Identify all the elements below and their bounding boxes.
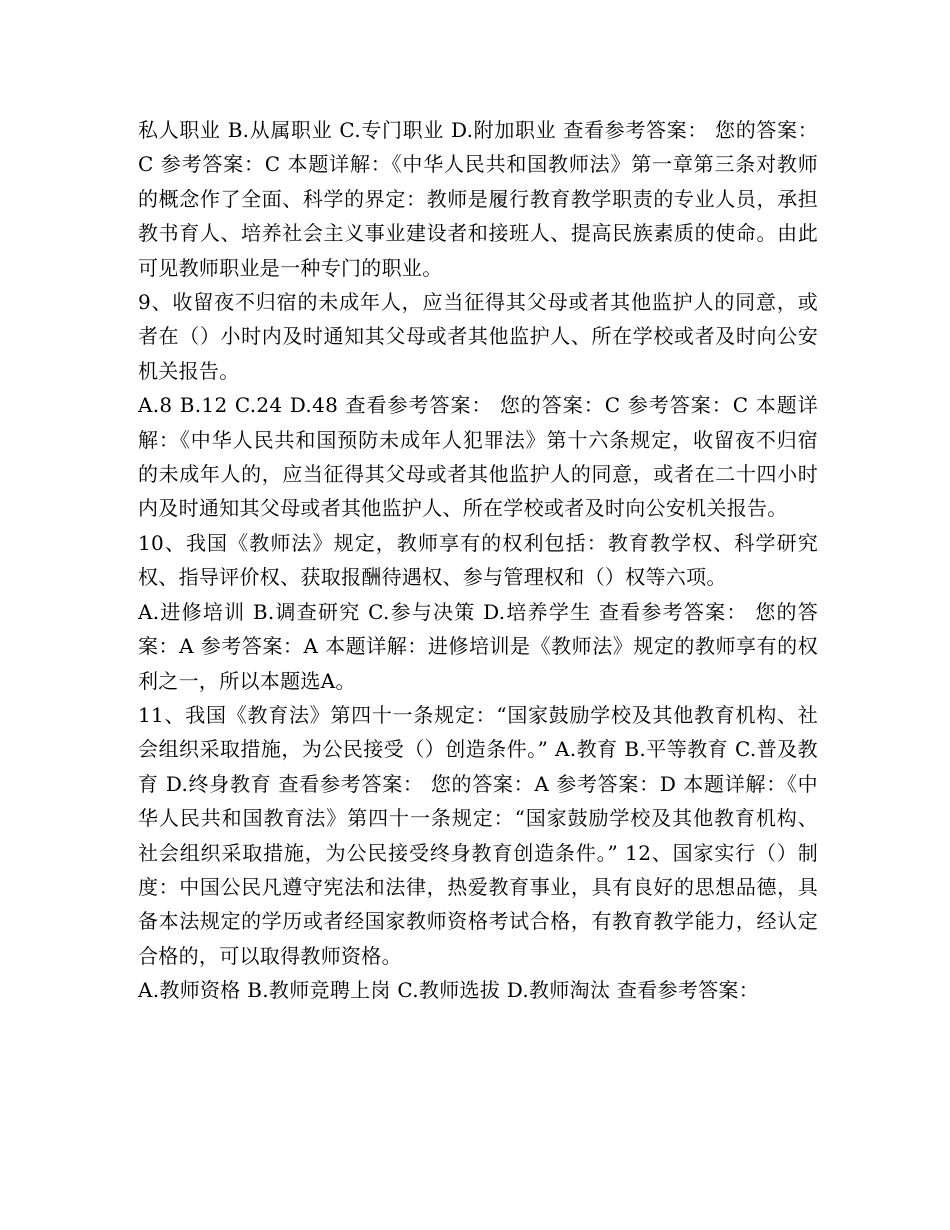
paragraph-q10-answer: A.进修培训 B.调查研究 C.参与决策 D.培养学生 查看参考答案： 您的答案：A 参考答案：A 本题详解：进修培训是《教师法》规定的教师享有的权利之一，所以本题选A。 bbox=[138, 599, 818, 693]
paragraph-q9-question: 9、收留夜不归宿的未成年人，应当征得其父母或者其他监护人的同意，或者在（）小时内及时通知其父母或者其他监护人、所在学校或者及时向公安机关报告。 bbox=[138, 290, 818, 383]
paragraph-q8-answer: 私人职业 B.从属职业 C.专门职业 D.附加职业 查看参考答案： 您的答案：C 参考答案：C 本题详解：《中华人民共和国教师法》第一章第三条对教师的概念作了全面、科学的界定：教师是履行教育教学职责的专业人员，承担教书育人、培养社会主义事业建设者和接班人、提高民族素质的使命。由此可见教师职业是一种专门的职业。 bbox=[138, 118, 818, 280]
paragraph-q9-answer: A.8 B.12 C.24 D.48 查看参考答案： 您的答案：C 参考答案：C 本题详解：《中华人民共和国预防未成年人犯罪法》第十六条规定，收留夜不归宿的未成年人的，应当征得其父母或者其他监护人的同意，或者在二十四小时内及时通知其父母或者其他监护人、所在学校或者及时向公安机关报告。 bbox=[138, 393, 818, 521]
paragraph-q12-options: A.教师资格 B.教师竞聘上岗 C.教师选拔 D.教师淘汰 查看参考答案： bbox=[138, 978, 760, 1003]
document-page bbox=[138, 113, 818, 1008]
paragraph-q11-q12: 11、我国《教育法》第四十一条规定：“国家鼓励学校及其他教育机构、社会组织采取措施，为公民接受（）创造条件。” A.教育 B.平等教育 C.普及教育 D.终身教育 查看参考答案： 您的答案：A 参考答案：D 本题详解：《中华人民共和国教育法》第四十一条规定：“国家鼓励学校及其他教育机构、社会组织采取措施，为公民接受终身教育创造条件。” 12、国家实行（）制度：中国公民凡遵守宪法和法律，热爱教育事业，具有良好的思想品德，具备本法规定的学历或者经国家教师资格考试合格，有教育教学能力，经认定合格的，可以取得教师资格。 bbox=[138, 702, 818, 968]
paragraph-q10-question: 10、我国《教师法》规定，教师享有的权利包括：教育教学权、科学研究权、指导评价权、获取报酬待遇权、参与管理权和（）权等六项。 bbox=[138, 530, 818, 590]
